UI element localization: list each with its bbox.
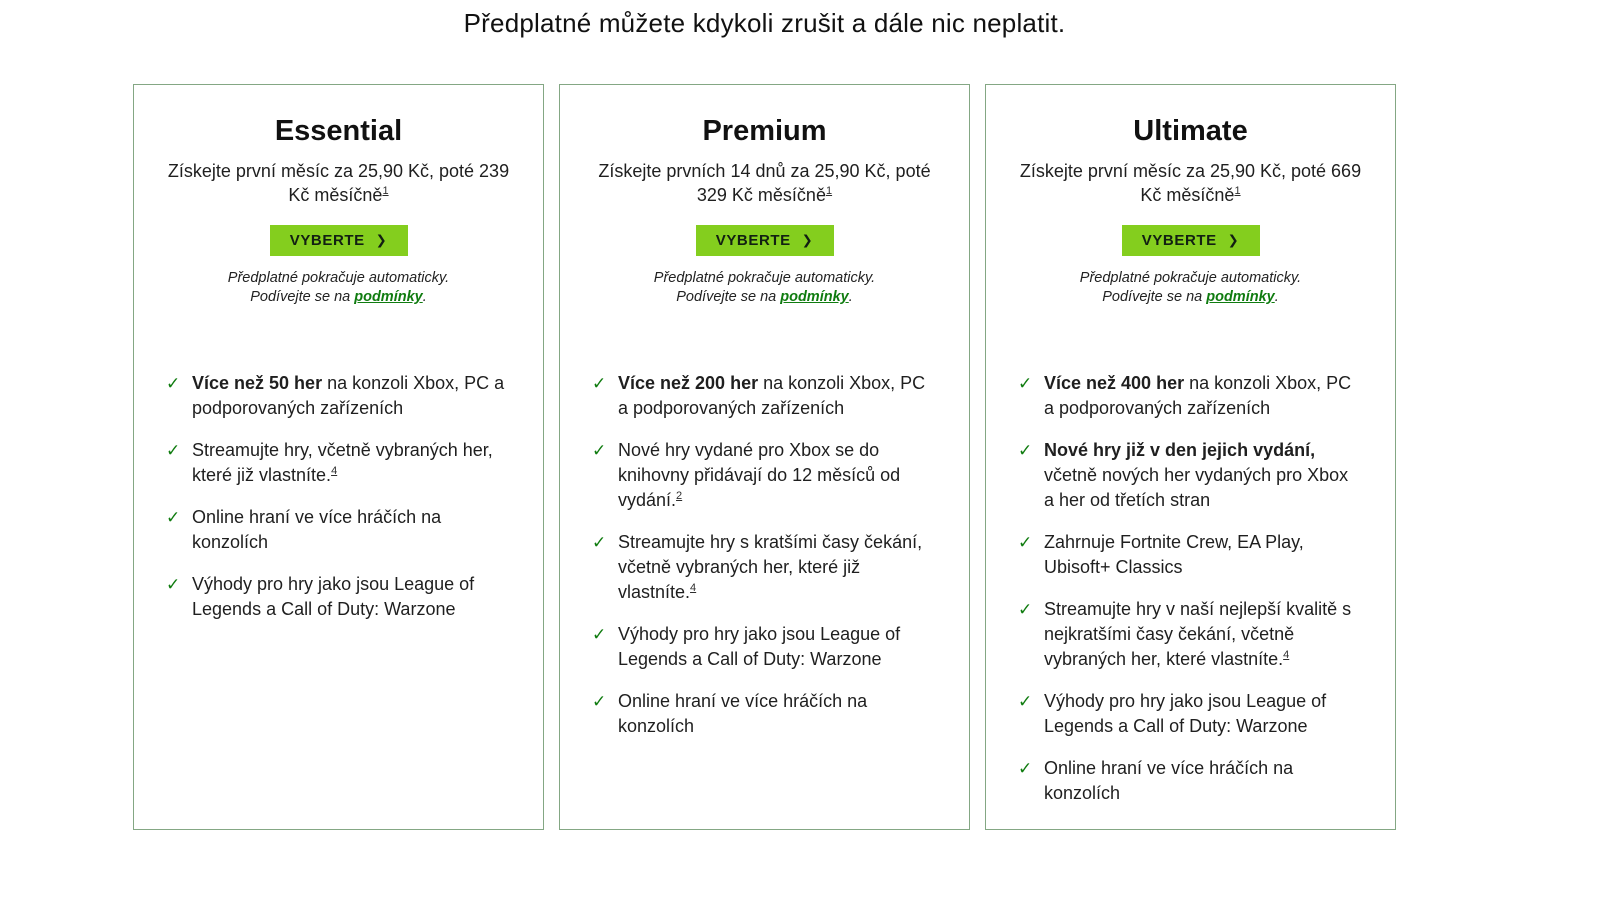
feature-text: Nové hry vydané pro Xbox se do knihovny přidávají do 12 měsíců od vydání.$^2$ (618, 439, 901, 510)
feature-text: Více než 200 her na konzoli Xbox, PC a podporovaných zařízeních (618, 372, 926, 418)
checkmark-icon: ✓ (1018, 532, 1033, 552)
footnote-link-4[interactable]: 4 (690, 581, 697, 594)
feature-text: Více než 400 her na konzoli Xbox, PC a podporovaných zařízeních (1044, 372, 1352, 418)
select-button-premium[interactable] (696, 225, 834, 256)
feature-text: Online hraní ve více hráčích na konzolích (1044, 757, 1294, 803)
chevron-right-icon: ❯ (801, 232, 814, 248)
select-button-essential[interactable] (270, 225, 408, 256)
feature-item (1018, 530, 1361, 580)
auto-renew-note-premium: Předplatné pokračuje automaticky. Podívejte se na podmínky. (653, 269, 876, 306)
select-button-label: VYBERTE (289, 231, 365, 249)
plan-card-premium (559, 84, 970, 830)
feature-list-essential (166, 371, 509, 622)
feature-text: Online hraní ve více hráčích na konzolích (618, 690, 868, 736)
feature-item (592, 371, 935, 421)
select-button-ultimate[interactable] (1122, 225, 1260, 256)
footnote-link-4[interactable]: 4 (1283, 648, 1290, 661)
feature-item (1018, 371, 1361, 421)
footnote-link-1[interactable]: 1 (825, 185, 833, 198)
feature-item (592, 438, 935, 513)
checkmark-icon: ✓ (1018, 691, 1033, 711)
feature-text: Zahrnuje Fortnite Crew, EA Play, Ubisoft+ Classics (1044, 531, 1304, 577)
footnote-link-1[interactable]: 1 (1234, 185, 1241, 198)
feature-item (1018, 756, 1361, 806)
select-button-label: VYBERTE (1141, 231, 1217, 249)
page-title: Předplatné můžete kdykoli zrušit a dále nic neplatit. (463, 8, 1066, 38)
feature-text: Nové hry již v den jejich vydání, včetně nových her vydaných pro Xbox a her od třetích stran (1044, 439, 1349, 510)
checkmark-icon: ✓ (592, 532, 607, 552)
terms-link-ultimate[interactable]: podmínky (1206, 289, 1275, 306)
feature-item (1018, 597, 1361, 672)
terms-link-premium[interactable]: podmínky (780, 289, 849, 306)
feature-item (592, 622, 935, 672)
feature-item (166, 572, 509, 622)
plan-card-ultimate (985, 84, 1396, 830)
feature-text: Streamujte hry v naší nejlepší kvalitě s nejkratšími časy čekání, včetně vybraných her, které vlastníte.$^4$ (1044, 598, 1352, 669)
feature-text: Online hraní ve více hráčích na konzolích (192, 506, 442, 552)
feature-text: Více než 50 her na konzoli Xbox, PC a podporovaných zařízeních (192, 372, 505, 418)
checkmark-icon: ✓ (166, 507, 181, 527)
checkmark-icon: ✓ (166, 373, 181, 393)
plan-price-text-essential: Získejte první měsíc za 25,90 Kč, poté 239 Kč měsíčně$^1$ (167, 161, 510, 206)
feature-item (592, 530, 935, 605)
checkmark-icon: ✓ (592, 440, 607, 460)
checkmark-icon: ✓ (1018, 758, 1033, 778)
feature-text: Výhody pro hry jako jsou League of Legends a Call of Duty: Warzone (618, 623, 901, 669)
checkmark-icon: ✓ (166, 574, 181, 594)
checkmark-icon: ✓ (1018, 440, 1033, 460)
footnote-link-2[interactable]: 2 (676, 489, 683, 502)
checkmark-icon: ✓ (1018, 599, 1033, 619)
feature-list-premium (592, 371, 935, 739)
checkmark-icon: ✓ (592, 373, 607, 393)
checkmark-icon: ✓ (592, 624, 607, 644)
footnote-link-4[interactable]: 4 (331, 464, 338, 477)
checkmark-icon: ✓ (166, 440, 181, 460)
feature-text: Streamujte hry, včetně vybraných her, které již vlastníte.$^4$ (192, 439, 493, 485)
select-button-label: VYBERTE (715, 231, 791, 249)
plan-title-premium: Premium (702, 115, 827, 147)
auto-renew-note-ultimate: Předplatné pokračuje automaticky. Podívejte se na podmínky. (1079, 269, 1302, 306)
plan-title-essential: Essential (274, 115, 403, 147)
footnote-link-1[interactable]: 1 (382, 185, 389, 198)
feature-item (592, 689, 935, 739)
feature-item (1018, 438, 1361, 513)
feature-text: Výhody pro hry jako jsou League of Legends a Call of Duty: Warzone (1044, 690, 1327, 736)
plan-title-ultimate: Ultimate (1133, 115, 1248, 147)
auto-renew-note-essential: Předplatné pokračuje automaticky. Podívejte se na podmínky. (227, 269, 450, 306)
checkmark-icon: ✓ (592, 691, 607, 711)
chevron-right-icon: ❯ (1227, 232, 1240, 248)
feature-text: Streamujte hry s kratšími časy čekání, včetně vybraných her, které již vlastníte.$^4$ (618, 531, 923, 602)
plan-card-essential (133, 84, 544, 830)
feature-list-ultimate (1018, 371, 1361, 806)
feature-item (166, 505, 509, 555)
checkmark-icon: ✓ (1018, 373, 1033, 393)
feature-item (166, 371, 509, 421)
plan-price-text-ultimate: Získejte první měsíc za 25,90 Kč, poté 669 Kč měsíčně$^1$ (1019, 161, 1362, 206)
chevron-right-icon: ❯ (375, 232, 388, 248)
feature-item (166, 438, 509, 488)
plan-price-text-premium: Získejte prvních 14 dnů za 25,90 Kč, poté 329 Kč měsíčně$^1$ (598, 161, 931, 206)
terms-link-essential[interactable]: podmínky (354, 289, 423, 306)
feature-item (1018, 689, 1361, 739)
plan-cards (133, 84, 1396, 830)
feature-text: Výhody pro hry jako jsou League of Legends a Call of Duty: Warzone (192, 573, 475, 619)
pricing-section (133, 8, 1396, 830)
